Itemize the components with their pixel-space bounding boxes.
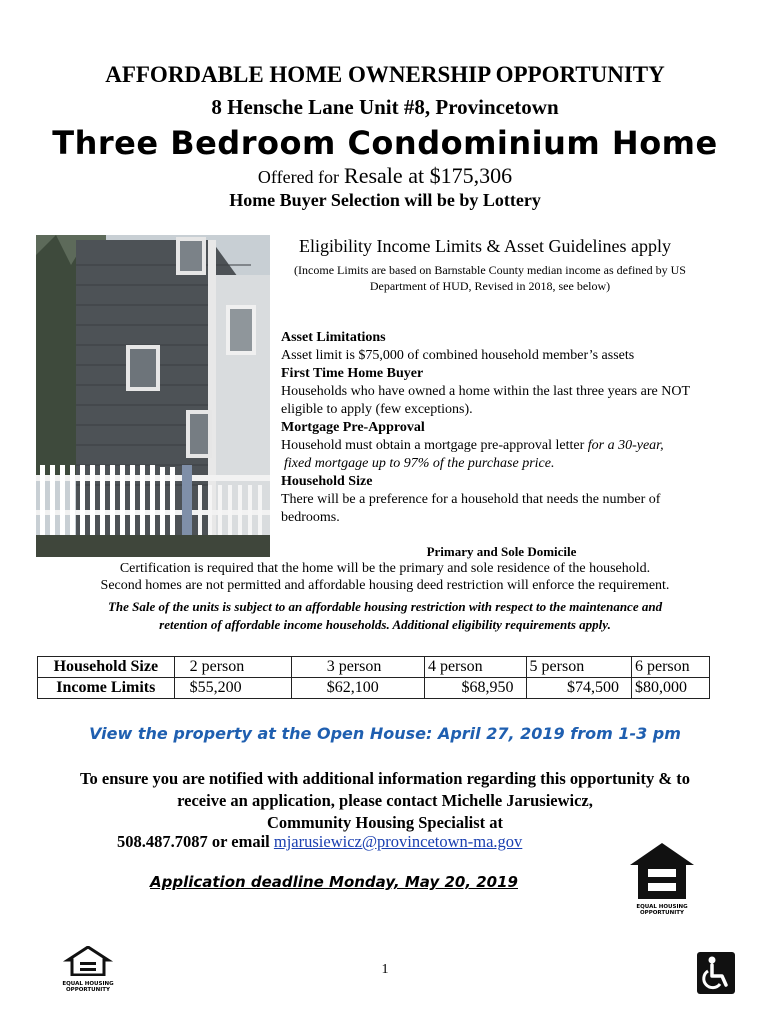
- offered-label: Offered for: [257, 167, 340, 187]
- first-time-text-1: Households who have owned a home within the last three years are NOT: [281, 384, 690, 399]
- requirements-section: [281, 329, 731, 527]
- resale-price: Resale at $175,306: [344, 163, 513, 188]
- property-type: Three Bedroom Condominium Home: [52, 124, 718, 162]
- table-row: [38, 657, 710, 678]
- notify-line-3: Community Housing Specialist at: [266, 813, 504, 832]
- mortgage-text-plain: Household must obtain a mortgage pre-approval letter: [281, 438, 585, 453]
- equal-housing-house-icon: [630, 843, 694, 899]
- first-time-text-2: eligible to apply (few exceptions).: [281, 402, 473, 417]
- table-cell: 2 person: [174, 657, 291, 678]
- offer-price-line: [0, 163, 770, 189]
- first-time-heading: First Time Home Buyer: [281, 366, 424, 381]
- contact-instructions: [0, 768, 770, 834]
- open-house-notice: View the property at the Open House: April 27, 2019 from 1-3 pm: [89, 724, 681, 743]
- table-cell: $62,100: [291, 678, 424, 699]
- row-label: Household Size: [38, 657, 175, 678]
- mortgage-text-italic: for a 30-year,: [587, 438, 664, 453]
- mortgage-text: [281, 437, 731, 455]
- household-size-text-1: There will be a preference for a household that needs the number of: [281, 492, 661, 507]
- domicile-heading: Primary and Sole Domicile: [426, 544, 577, 559]
- headline-title: AFFORDABLE HOME OWNERSHIP OPPORTUNITY: [105, 62, 665, 87]
- household-size-text-2: bedrooms.: [281, 510, 340, 525]
- mortgage-text-italic-2: fixed mortgage up to 97% of the purchase price.: [284, 456, 555, 471]
- table-cell: $68,950: [424, 678, 526, 699]
- eho-caption-1: EQUAL HOUSING: [636, 904, 688, 910]
- eho-small-caption-2: OPPORTUNITY: [65, 987, 110, 993]
- notify-line-1: To ensure you are notified with additional information regarding this opportunity & to: [80, 769, 690, 788]
- domicile-line-1: Certification is required that the home will be the primary and sole residence of the household.: [119, 561, 651, 576]
- table-cell: 5 person: [526, 657, 631, 678]
- email-link[interactable]: mjarusiewicz@provincetown-ma.gov: [273, 832, 523, 851]
- eligibility-note: (Income Limits are based on Barnstable County median income as defined by US Department of HUD, Revised in 2018, see below): [294, 263, 686, 293]
- equal-housing-logo-large: [630, 843, 694, 916]
- notify-line-2: receive an application, please contact Michelle Jarusiewicz,: [177, 791, 593, 810]
- eligibility-title: Eligibility Income Limits & Asset Guidelines apply: [299, 236, 671, 256]
- domicile-text: [0, 560, 770, 594]
- contact-line: [117, 832, 522, 852]
- property-address: 8 Hensche Lane Unit #8, Provincetown: [211, 95, 559, 119]
- table-cell: 3 person: [291, 657, 424, 678]
- table-cell: 6 person: [632, 657, 710, 678]
- property-photo: [36, 235, 270, 557]
- asset-text: Asset limit is $75,000 of combined household member’s assets: [281, 348, 635, 363]
- income-limits-table: [37, 656, 710, 699]
- domicile-line-2: Second homes are not permitted and affordable housing deed restriction will enforce the requirement.: [100, 578, 670, 593]
- table-cell: $74,500: [526, 678, 631, 699]
- table-cell: $55,200: [174, 678, 291, 699]
- row-label: Income Limits: [38, 678, 175, 699]
- mortgage-heading: Mortgage Pre-Approval: [281, 420, 425, 435]
- page-number: 1: [381, 962, 389, 977]
- application-deadline: Application deadline Monday, May 20, 2019: [150, 873, 518, 891]
- table-cell: 4 person: [424, 657, 526, 678]
- eho-small-caption-1: EQUAL HOUSING: [62, 981, 114, 987]
- lottery-notice: Home Buyer Selection will be by Lottery: [229, 190, 541, 210]
- household-size-heading: Household Size: [281, 474, 373, 489]
- sale-line-2: retention of affordable income households. Additional eligibility requirements apply.: [159, 617, 611, 632]
- table-row: [38, 678, 710, 699]
- asset-heading: Asset Limitations: [281, 330, 386, 345]
- wheelchair-accessibility-icon: [697, 952, 735, 994]
- sale-restriction: [0, 598, 770, 634]
- sale-line-1: The Sale of the units is subject to an affordable housing restriction with respect to the maintenance and: [107, 599, 663, 614]
- table-cell: $80,000: [632, 678, 710, 699]
- phone-number: 508.487.7087 or email: [117, 832, 270, 851]
- eho-caption-2: OPPORTUNITY: [639, 910, 684, 916]
